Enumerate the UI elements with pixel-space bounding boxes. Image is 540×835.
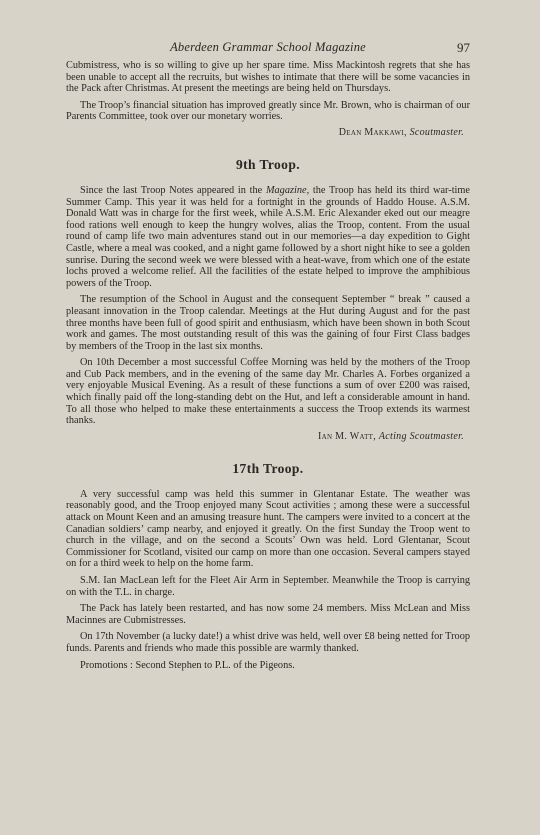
ninth-paragraph-2: The resumption of the School in August and the consequent September “ break ” caused a pleasant innovation in the Troop calendar. Meetings at the Hut during August and for the past three months have been full of good spirit and enthusiasm, which have been shown in both Scout work and games. The most outstanding result of this was the gaining of four First Class badges by members of the Troop in the last six months.: [66, 294, 470, 352]
running-header: [66, 40, 470, 60]
signature-role: Scoutmaster.: [409, 126, 464, 138]
seventeenth-paragraph-2: S.M. Ian MacLean left for the Fleet Air Arm in September. Meanwhile the Troop is carrying on with the T.L. in charge.: [66, 575, 470, 598]
seventeenth-troop-section: [66, 461, 470, 671]
intro-section: [66, 60, 470, 139]
page-number: 97: [457, 40, 470, 55]
seventeenth-paragraph-4: On 17th November (a lucky date!) a whist drive was held, well over £8 being netted for Troop funds. Parents and friends who made this possible are warmly thanked.: [66, 631, 470, 654]
seventeenth-paragraph-3: The Pack has lately been restarted, and has now some 24 members. Miss McLean and Miss Macinnes are Cubmistresses.: [66, 603, 470, 626]
section-heading-9th-troop: 9th Troop.: [235, 156, 301, 172]
ninth-paragraph-1: Since the last Troop Notes appeared in the Magazine, the Troop has held its third war-time Summer Camp. This year it was held for a fortnight in the grounds of Haddo House. A.S.M. Donald Watt was in charge for the first week, while A.S.M. Eric Alexander eked out our meagre food rations well enough to keep the hungry wolves, alias the Troop, content. From the usual round of camp life two main adventures stand out in our memories—a day expedition to Gight Castle, where a meal was cooked, and a night game followed by a short night hike to see a golden sunrise. During the second week we were blessed with a heat-wave, from which one of the estate lochs proved a welcome relief. All the facilities of the estate helped to improve the amphibious powers of the Troop.: [66, 184, 470, 289]
signature-role: Acting Scoutmaster.: [378, 430, 464, 442]
ninth-signature: [66, 431, 464, 443]
magazine-reference: Magazine: [265, 184, 307, 196]
intro-signature: [66, 127, 464, 139]
seventeenth-paragraph-5: Promotions : Second Stephen to P.L. of the Pigeons.: [80, 659, 295, 671]
signature-name: Dean Makkawi,: [338, 126, 407, 138]
signature-name: Ian M. Watt,: [318, 430, 377, 442]
section-heading-17th-troop: 17th Troop.: [232, 460, 304, 476]
intro-paragraph-1: Cubmistress, who is so willing to give up her spare time. Miss Mackintosh regrets that she has been unable to accept all the recruits, but wishes to intimate that there will be some vacancies in the Pack after Christmas. At present the meetings are being held on Thursdays.: [66, 60, 470, 95]
ninth-paragraph-3: On 10th December a most successful Coffee Morning was held by the mothers of the Troop and Cub Pack members, and in the evening of the same day Mr. Charles A. Forbes organized a very enjoyable Musical Evening. As a result of these functions a sum of over £200 was raised, which finally paid off the long-standing debt on the Hut, and left a considerable amount in hand. To all those who helped to make these entertainments a success the Troop extends its warmest thanks.: [66, 357, 470, 427]
running-title: Aberdeen Grammar School Magazine: [170, 40, 366, 54]
seventeenth-paragraph-1: A very successful camp was held this summer in Glentanar Estate. The weather was reasonably good, and the Troop enjoyed many Scout activities ; among these were a successful attack on Mount Keen and an amusing treasure hunt. The campers were invited to a concert at the Canadian soldiers’ camp nearby, and enjoyed it greatly. On the first Sunday the Troop went to church in the village, and on the second a Scouts’ Own was held. Lord Glentanar, Scout Commissioner for Scotland, visited our camp on more than one occasion. Several campers stayed on for a third week to help on the home farm.: [66, 488, 470, 570]
ninth-troop-section: [66, 157, 470, 443]
intro-paragraph-2: The Troop’s financial situation has improved greatly since Mr. Brown, who is chairman of our Parents Committee, took over our monetary worries.: [66, 99, 470, 123]
